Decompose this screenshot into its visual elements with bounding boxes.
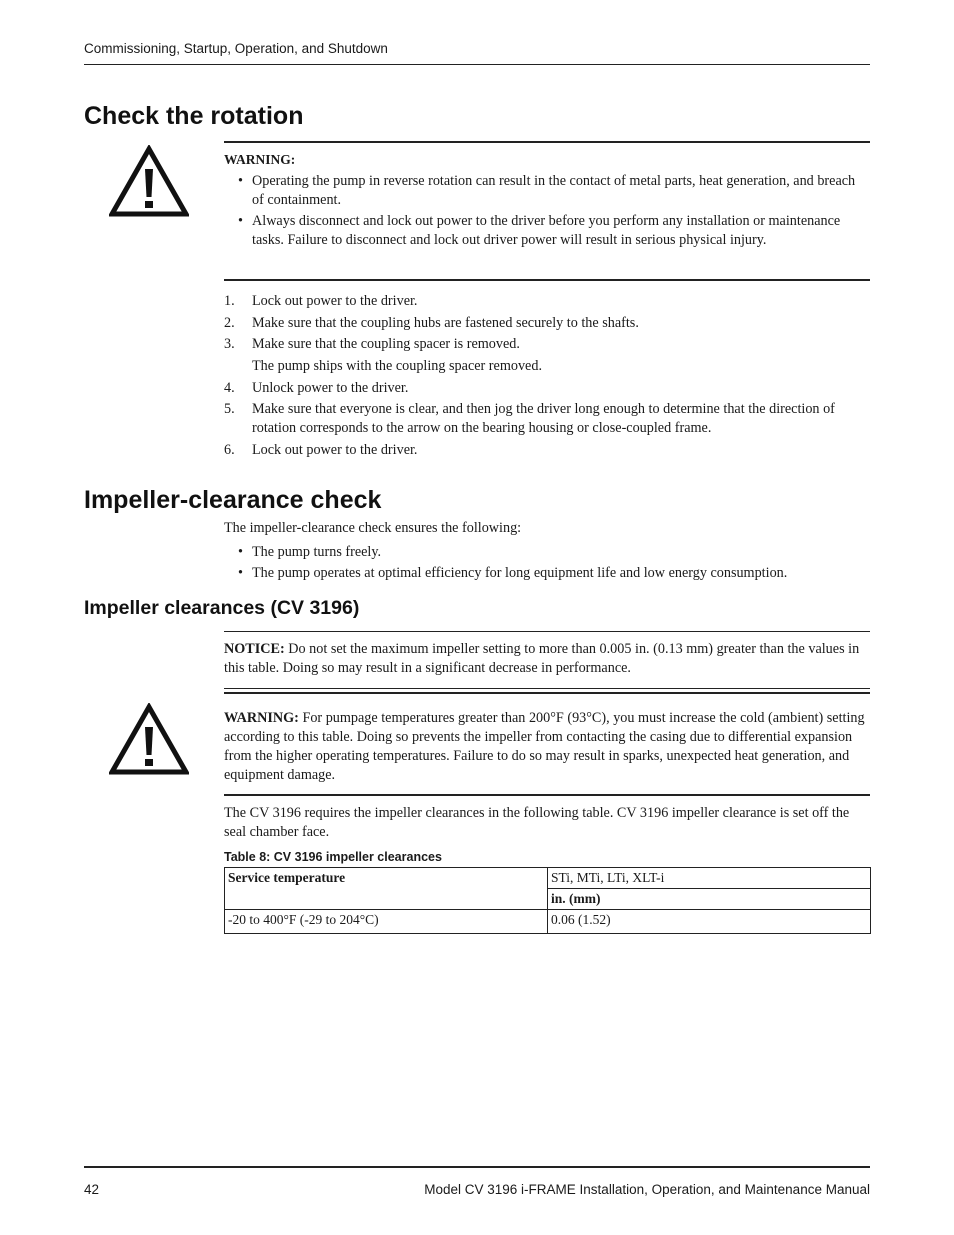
temperature-warning bbox=[224, 709, 870, 785]
warning-top-rule bbox=[224, 141, 870, 143]
table-header-row bbox=[225, 868, 871, 889]
section-title-impeller-check: Impeller-clearance check bbox=[84, 486, 382, 514]
header-rule bbox=[84, 64, 870, 65]
table-row bbox=[225, 910, 871, 934]
step-item: 3. Make sure that the coupling spacer is removed. The pump ships with the coupling spacer removed. bbox=[224, 335, 870, 376]
rotation-warning bbox=[224, 150, 870, 252]
header-models: STi, MTi, LTi, XLT-i bbox=[548, 868, 871, 889]
step-item: 5. Make sure that everyone is clear, and then jog the driver long enough to determine that the direction of rotation corresponds to the arrow on the bearing housing or close-coupled frame. bbox=[224, 401, 835, 436]
rotation-steps bbox=[224, 292, 870, 462]
warning2-top-rule bbox=[224, 692, 870, 694]
warning-label: WARNING: bbox=[224, 710, 299, 726]
step-note: The pump ships with the coupling spacer removed. bbox=[252, 358, 542, 374]
clearance-table bbox=[224, 867, 871, 934]
notice-box bbox=[224, 640, 870, 678]
clearance-paragraph: The CV 3196 requires the impeller clearances in the following table. CV 3196 impeller clearance is set off the seal chamber face. bbox=[224, 805, 850, 840]
manual-title: Model CV 3196 i-FRAME Installation, Operation, and Maintenance Manual bbox=[424, 1182, 870, 1197]
warning-triangle-icon bbox=[109, 703, 189, 775]
impeller-check-body bbox=[224, 519, 870, 585]
step-item: 1. Lock out power to the driver. bbox=[224, 293, 418, 309]
list-item: • The pump operates at optimal efficiency for long equipment life and low energy consumption. bbox=[224, 564, 870, 583]
cell-clearance: 0.06 (1.52) bbox=[548, 910, 871, 934]
step-item: 4. Unlock power to the driver. bbox=[224, 379, 409, 396]
warning2-bottom-rule bbox=[224, 794, 870, 796]
page-number: 42 bbox=[84, 1182, 100, 1197]
warning-bottom-rule bbox=[224, 279, 870, 281]
list-item: • Always disconnect and lock out power to the driver before you perform any installation or maintenance tasks. Failure to disconnect and lock out driver power will result in serious physical injury. bbox=[224, 212, 870, 250]
cell-temperature: -20 to 400°F (-29 to 204°C) bbox=[225, 910, 548, 934]
warning-triangle-icon bbox=[109, 145, 189, 217]
subsection-title-impeller-clearances: Impeller clearances (CV 3196) bbox=[84, 597, 360, 619]
running-header: Commissioning, Startup, Operation, and Shutdown bbox=[84, 41, 388, 56]
list-item: • Operating the pump in reverse rotation can result in the contact of metal parts, heat generation, and breach of containment. bbox=[224, 172, 870, 210]
notice-bottom-rule bbox=[224, 688, 870, 689]
section-title-rotation: Check the rotation bbox=[84, 102, 304, 130]
warning-text: For pumpage temperatures greater than 200°F (93°C), you must increase the cold (ambient) setting according to this table. Doing so prevents the impeller from contacting the casing due to differential expansion from the higher operating temperatures. Failure to do so may result in sparks, unexpected heat generation, and equipment damage. bbox=[224, 710, 865, 783]
list-item: • The pump turns freely. bbox=[224, 543, 870, 562]
intro-text: The impeller-clearance check ensures the following: bbox=[224, 520, 522, 536]
step-item: 6. Lock out power to the driver. bbox=[224, 441, 418, 458]
table-caption: Table 8: CV 3196 impeller clearances bbox=[224, 850, 442, 864]
step-item: 2. Make sure that the coupling hubs are fastened securely to the shafts. bbox=[224, 314, 639, 331]
header-unit: in. (mm) bbox=[548, 889, 871, 910]
notice-text: Do not set the maximum impeller setting to more than 0.005 in. (0.13 mm) greater than the values in this table. Doing so may result in a significant decrease in performance. bbox=[224, 641, 860, 676]
footer-rule bbox=[84, 1166, 870, 1168]
rotation-warning-list bbox=[224, 172, 870, 250]
notice-label: NOTICE: bbox=[224, 641, 285, 657]
header-service-temperature: Service temperature bbox=[225, 868, 548, 910]
warning-label: WARNING: bbox=[224, 152, 296, 167]
notice-top-rule bbox=[224, 631, 870, 632]
